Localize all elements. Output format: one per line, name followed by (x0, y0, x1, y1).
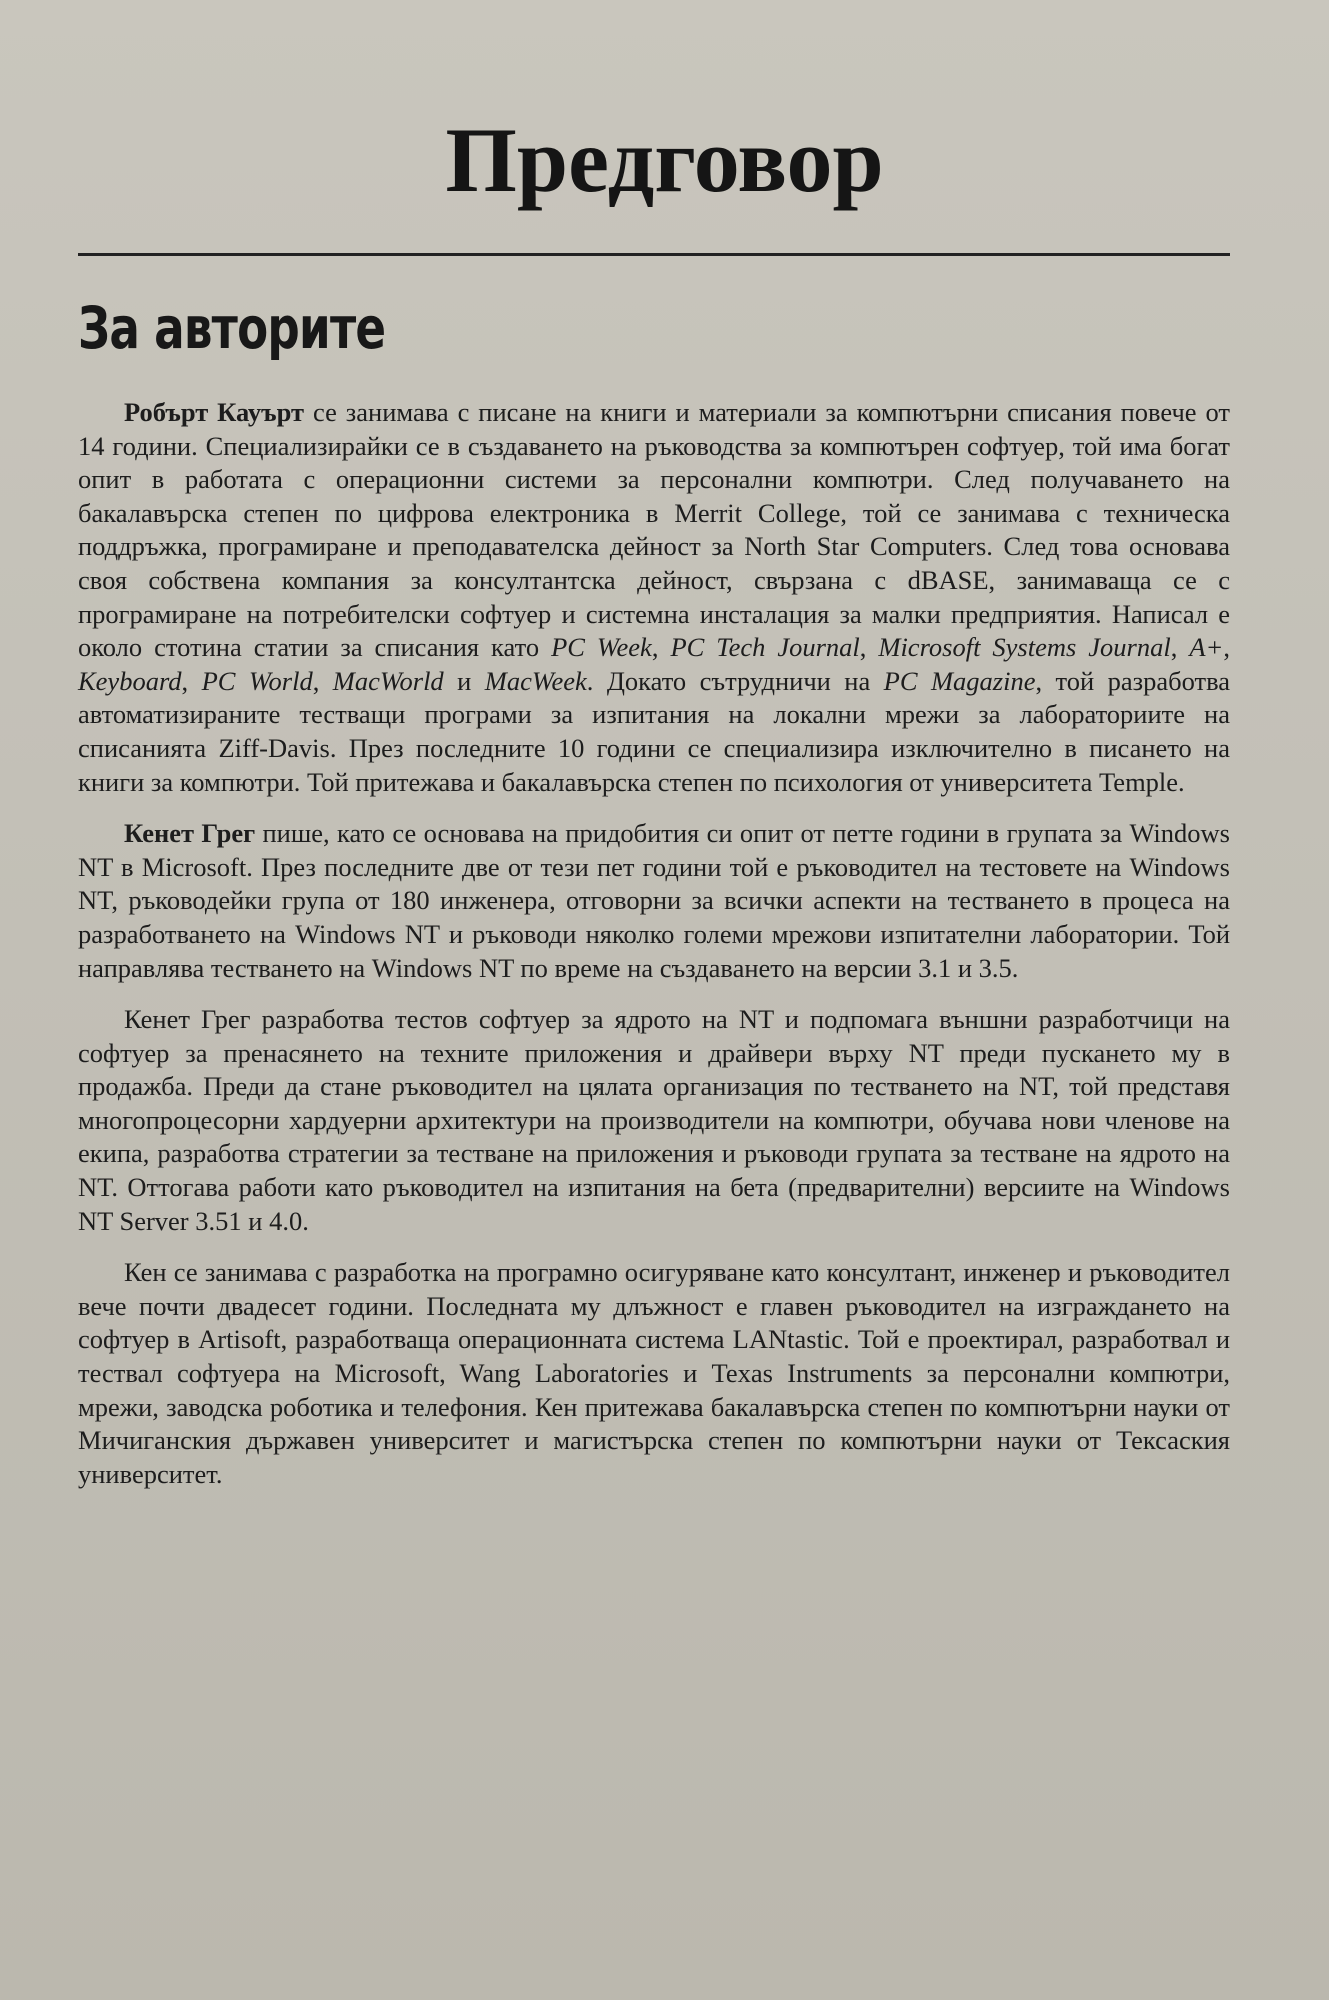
paragraph-text: , (651, 632, 671, 663)
paragraph-text: Кен се занимава с разработка на програмно осигуряване като консултант, инженер и ръководител вече почти двадесет години. Последната му длъжност е главен ръководител на изграждането на софтуер в Artisoft, разработваща операционната система LANtastic. Той е проектирал, разработвал и тествал софтуера на Microsoft, Wang Laboratories и Texas Instruments за персонални компютри, мрежи, заводска роботика и телефония. Кен притежава бакалавърска степен по компютърни науки от Мичиганския държавен университет и магистърска степен по компютърни науки от Тексаския университет. (78, 1257, 1230, 1489)
paragraph (78, 1003, 1230, 1238)
paragraph-text: и (443, 665, 485, 696)
paragraph-text: , той разработва автоматизираните тестващи програми за изпитания на локални мрежи за лабораториите на списанията Ziff-Davis. През последните 10 години се специализира изключително в писането на книги за компютри. Той притежава и бакалавърска степен по психология от университета Temple. (78, 665, 1231, 797)
paragraph-text: , (859, 632, 879, 663)
publication-title: A+ (1189, 632, 1224, 663)
paragraph (78, 817, 1230, 985)
paragraph (78, 1256, 1230, 1491)
paragraph-text: , (312, 665, 333, 696)
paragraph-text: , (1170, 632, 1190, 663)
author-name: Робърт Кауърт (124, 397, 305, 427)
page-title: Предговор (445, 109, 884, 211)
paragraph-text: , (1223, 632, 1231, 663)
publication-title: Keyboard (78, 665, 182, 696)
paragraph-text: Кенет Грег разработва тестов софтуер за ядрото на NT и подпомага външни разработчици на софтуер за пренасянето на техните приложения и драйвери върху NT преди пускането му в продажба. Преди да стане ръководител на цялата организация по тестването на NT, той представя многопроцесорни хардуерни архитектури на производители на компютри, обучава нови членове на екипа, разработва стратегии за тестване на приложения и ръководи групата за тестване на ядрото на NT. Оттогава работи като ръководител на изпитания на бета (предварителни) версиите на Windows NT Server 3.51 и 4.0. (78, 1004, 1230, 1236)
paragraph (78, 396, 1230, 799)
paragraph-text: , (181, 665, 202, 696)
publication-title: Microsoft Systems Journal (878, 632, 1171, 663)
title-divider (78, 253, 1230, 256)
publication-title: PC Week (551, 632, 652, 663)
paragraph-text: . Докато сътрудничи на (586, 665, 884, 696)
publication-title: MacWeek (484, 665, 587, 696)
author-name: Кенет Грег (124, 818, 256, 849)
section-heading: За авторите (78, 294, 386, 362)
body-text (78, 396, 1230, 1509)
publication-title: PC World (201, 665, 313, 696)
publication-title: PC Magazine (883, 665, 1036, 696)
paragraph-text: пише, като се основава на придобития си опит от петте години в групата за Windows NT в Microsoft. През последните две от тези пет години той е ръководител на тестовете на Windows NT, ръководейки група от 180 инженера, отговорни за всички аспекти на тестването в процеса на разработването на Windows NT и ръководи няколко големи мрежови изпитателни лаборатории. Той направлява тестването на Windows NT по време на създаването на версии 3.1 и 3.5. (78, 818, 1230, 983)
publication-title: MacWorld (332, 665, 444, 696)
publication-title: PC Tech Journal (670, 632, 860, 663)
paragraph-text: се занимава с писане на книги и материали за компютърни списания повече от 14 години. Специализирайки се в създаването на ръководства за компютърен софтуер, той има богат опит в работата с операционни системи за персонални компютри. След получаването на бакалавърска степен по цифрова електроника в Merrit College, той се занимава с техническа поддръжка, програмиране и преподавателска дейност за North Star Computers. След това основава своя собствена компания за консултантска дейност, свързана с dBASE, занимаваща се с програмиране на потребителски софтуер и системна инсталация за малки предприятия. Написал е около стотина статии за списания като (78, 397, 1230, 663)
